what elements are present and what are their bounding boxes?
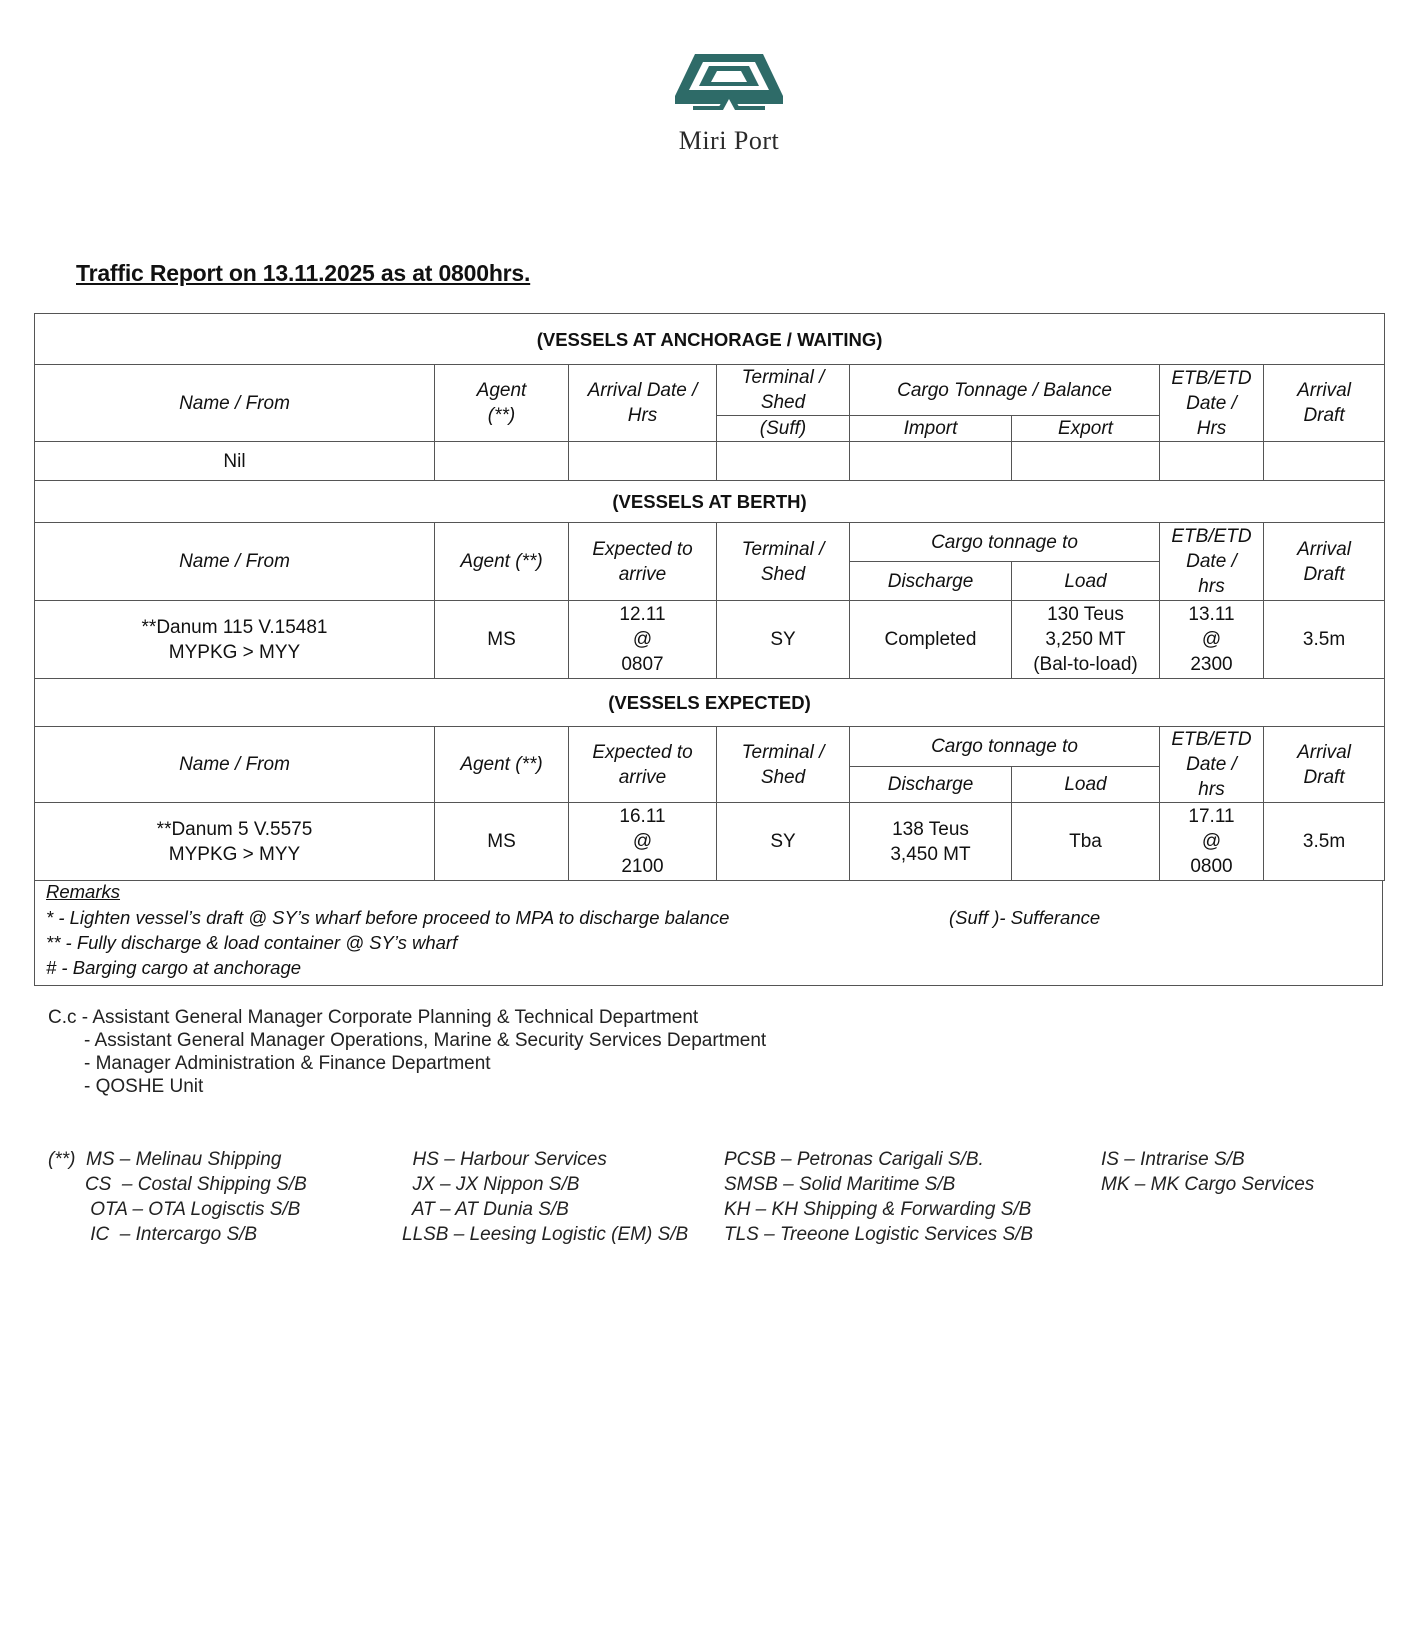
header-load: Load	[1012, 562, 1160, 601]
expected-header-row-1	[35, 727, 1385, 767]
table-row	[35, 601, 1385, 679]
remarks-box	[34, 881, 1383, 986]
terminal-cell	[717, 442, 850, 481]
vessel-name-cell: Nil	[35, 442, 435, 481]
agent-legend-item: AT – AT Dunia S/B	[402, 1199, 569, 1220]
agent-legend-item: JX – JX Nippon S/B	[402, 1174, 580, 1195]
agent-legend-item: HS – Harbour Services	[402, 1149, 607, 1170]
remark-line-3: # - Barging cargo at anchorage	[46, 957, 302, 978]
agents-legend-col-3	[724, 1147, 1033, 1247]
agents-legend-col-2	[402, 1147, 688, 1247]
etb-cell	[1160, 442, 1264, 481]
header-terminal-shed: Terminal / Shed	[717, 365, 850, 416]
import-cell	[850, 442, 1012, 481]
agent-legend-item: LLSB – Leesing Logistic (EM) S/B	[402, 1224, 689, 1245]
header-export: Export	[1012, 416, 1160, 442]
header-agent: Agent (**)	[435, 727, 569, 803]
agents-legend-col-1	[48, 1147, 307, 1247]
agent-legend-item: CS – Costal Shipping S/B	[48, 1174, 307, 1195]
agent-legend-item: SMSB – Solid Maritime S/B	[724, 1174, 956, 1195]
section-berth-row	[35, 481, 1385, 523]
header-load: Load	[1012, 766, 1160, 802]
header-cargo-tonnage: Cargo tonnage to	[850, 523, 1160, 562]
header-name-from: Name / From	[35, 365, 435, 442]
expected-cell: 16.11 @ 2100	[569, 803, 717, 881]
agent-cell: MS	[435, 601, 569, 679]
draft-cell	[1264, 442, 1385, 481]
agent-legend-item: TLS – Treeone Logistic Services S/B	[724, 1224, 1034, 1245]
draft-cell: 3.5m	[1264, 601, 1385, 679]
cc-item: - Manager Administration & Finance Department	[84, 1053, 491, 1074]
expected-cell: 12.11 @ 0807	[569, 601, 717, 679]
header-terminal-shed: Terminal / Shed	[717, 727, 850, 803]
header-discharge: Discharge	[850, 766, 1012, 802]
cc-list	[48, 1006, 766, 1098]
traffic-table	[34, 313, 1385, 881]
berth-header-row-1	[35, 523, 1385, 562]
header-import: Import	[850, 416, 1012, 442]
remark-line-1: * - Lighten vessel’s draft @ SY’s wharf before proceed to MPA to discharge balance	[46, 907, 730, 928]
header-agent: Agent (**)	[435, 365, 569, 442]
logo-wordmark: Miri Port	[678, 126, 780, 155]
header-arrival-date: Arrival Date / Hrs	[569, 365, 717, 442]
header-expected-arrive: Expected to arrive	[569, 727, 717, 803]
miri-port-logo	[668, 52, 790, 162]
load-cell: 130 Teus 3,250 MT (Bal-to-load)	[1012, 601, 1160, 679]
agent-legend-item: IS – Intrarise S/B	[1101, 1149, 1245, 1170]
agent-legend-item: PCSB – Petronas Carigali S/B.	[724, 1149, 984, 1170]
remarks-title: Remarks	[46, 881, 121, 902]
discharge-cell: 138 Teus 3,450 MT	[850, 803, 1012, 881]
header-terminal-shed: Terminal / Shed	[717, 523, 850, 601]
agent-legend-item: IC – Intercargo S/B	[48, 1224, 258, 1245]
section-expected-row	[35, 679, 1385, 727]
section-anchorage-row	[35, 314, 1385, 365]
header-discharge: Discharge	[850, 562, 1012, 601]
cc-item: - QOSHE Unit	[84, 1076, 204, 1097]
agents-legend-col-4	[1101, 1147, 1314, 1197]
table-row	[35, 803, 1385, 881]
report-title: Traffic Report on 13.11.2025 as at 0800hrs.	[76, 260, 531, 286]
agent-legend-item: (**) MS – Melinau Shipping	[48, 1149, 282, 1170]
header-name-from: Name / From	[35, 523, 435, 601]
agent-cell	[435, 442, 569, 481]
miri-port-emblem-icon	[673, 52, 785, 124]
draft-cell: 3.5m	[1264, 803, 1385, 881]
arrival-cell	[569, 442, 717, 481]
terminal-cell: SY	[717, 803, 850, 881]
header-cargo-tonnage: Cargo tonnage to	[850, 727, 1160, 767]
export-cell	[1012, 442, 1160, 481]
header-expected-arrive: Expected to arrive	[569, 523, 717, 601]
vessel-name-cell: **Danum 5 V.5575 MYPKG > MYY	[35, 803, 435, 881]
section-berth-title: (VESSELS AT BERTH)	[35, 481, 1385, 523]
etb-cell: 13.11 @ 2300	[1160, 601, 1264, 679]
agent-legend-item: KH – KH Shipping & Forwarding S/B	[724, 1199, 1032, 1220]
sufferance-note: (Suff )- Sufferance	[949, 907, 1101, 928]
header-name-from: Name / From	[35, 727, 435, 803]
section-expected-title: (VESSELS EXPECTED)	[35, 679, 1385, 727]
terminal-cell: SY	[717, 601, 850, 679]
table-row	[35, 442, 1385, 481]
discharge-cell: Completed	[850, 601, 1012, 679]
agent-legend-item: OTA – OTA Logisctis S/B	[48, 1199, 301, 1220]
remark-line-2: ** - Fully discharge & load container @ SY’s wharf	[46, 932, 458, 953]
header-etb-etd: ETB/ETD Date / Hrs	[1160, 365, 1264, 442]
vessel-name-cell: **Danum 115 V.15481 MYPKG > MYY	[35, 601, 435, 679]
anchorage-header-row-1	[35, 365, 1385, 416]
header-agent: Agent (**)	[435, 523, 569, 601]
header-cargo-balance: Cargo Tonnage / Balance	[850, 365, 1160, 416]
agent-legend-item: MK – MK Cargo Services	[1101, 1174, 1315, 1195]
load-cell: Tba	[1012, 803, 1160, 881]
traffic-report-sheet	[34, 313, 1384, 986]
agent-cell: MS	[435, 803, 569, 881]
cc-item: - Assistant General Manager Operations, Marine & Security Services Department	[84, 1030, 767, 1051]
header-etb-etd: ETB/ETD Date / hrs	[1160, 727, 1264, 803]
header-etb-etd: ETB/ETD Date / hrs	[1160, 523, 1264, 601]
header-arrival-draft: Arrival Draft	[1264, 727, 1385, 803]
etb-cell: 17.11 @ 0800	[1160, 803, 1264, 881]
cc-first: C.c - Assistant General Manager Corporate Planning & Technical Department	[48, 1007, 699, 1028]
header-arrival-draft: Arrival Draft	[1264, 365, 1385, 442]
header-suff: (Suff)	[717, 416, 850, 442]
section-anchorage-title: (VESSELS AT ANCHORAGE / WAITING)	[35, 314, 1385, 365]
header-arrival-draft: Arrival Draft	[1264, 523, 1385, 601]
